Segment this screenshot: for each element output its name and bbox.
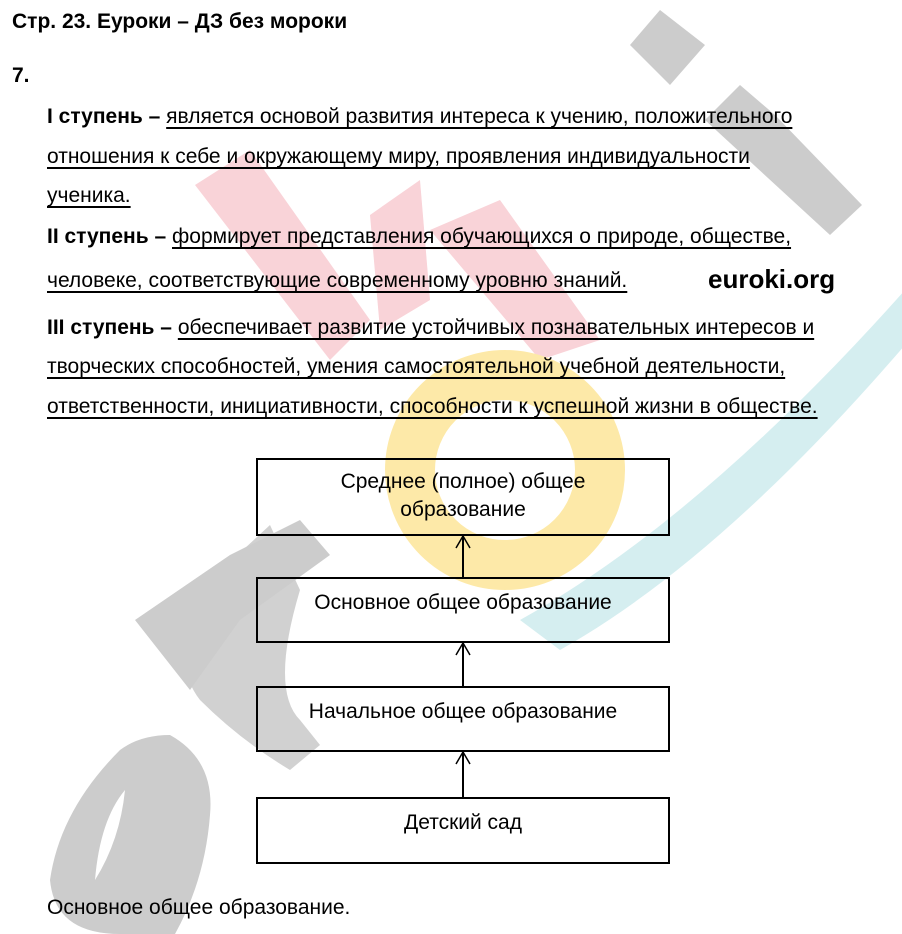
- level-1-text: является основой развития интереса к учению, положительного: [166, 105, 793, 128]
- box-text: Детский сад: [403, 811, 522, 834]
- arrowhead-icon: [455, 642, 471, 656]
- box-text: образование: [400, 498, 526, 521]
- level-3-label: III ступень: [47, 316, 155, 339]
- level-3-line-1: [47, 315, 814, 341]
- level-2-label: II ступень: [47, 225, 149, 248]
- level-2-dash: –: [148, 225, 172, 248]
- box-text: Среднее (полное) общее: [340, 470, 586, 493]
- level-1-text: отношения к себе и окружающему миру, проявления индивидуальности: [47, 145, 750, 168]
- arrowhead-icon: [455, 535, 471, 549]
- level-2-line-2: [47, 268, 627, 294]
- box-text: Начальное общее образование: [308, 700, 618, 723]
- task-number: 7.: [12, 64, 30, 87]
- level-1-line-3: [47, 183, 131, 209]
- level-2-text: человеке, соответствующие современному уровню знаний.: [47, 269, 628, 292]
- level-1-label: I ступень: [47, 105, 143, 128]
- level-3-text: обеспечивает развитие устойчивых познавательных интересов и: [177, 316, 815, 339]
- arrowhead-icon: [455, 751, 471, 765]
- page-title: Стр. 23. Еуроки – ДЗ без мороки: [12, 10, 348, 33]
- level-1-text: ученика.: [47, 184, 131, 207]
- diagram-box-primary-general: [256, 686, 670, 752]
- diagram-box-basic-general: [256, 577, 670, 643]
- site-label: euroki.org: [708, 264, 836, 294]
- level-3-text: ответственности, инициативности, способности к успешной жизни в обществе.: [47, 395, 818, 418]
- level-3-line-2: [47, 354, 785, 380]
- answer-text: Основное общее образование.: [47, 896, 351, 919]
- level-1-dash: –: [142, 105, 167, 128]
- box-text: Основное общее образование: [314, 591, 612, 614]
- level-3-line-3: [47, 394, 818, 420]
- level-2-text: формирует представления обучающихся о природе, обществе,: [172, 225, 792, 248]
- diagram-box-kindergarten: [256, 797, 670, 864]
- level-1-line-1: [47, 104, 792, 130]
- level-2-line-1: [47, 224, 791, 250]
- diagram-box-secondary-full: [256, 458, 670, 536]
- level-1-line-2: [47, 144, 750, 170]
- level-3-dash: –: [154, 316, 178, 339]
- level-3-text: творческих способностей, умения самостоятельной учебной деятельности,: [47, 355, 786, 378]
